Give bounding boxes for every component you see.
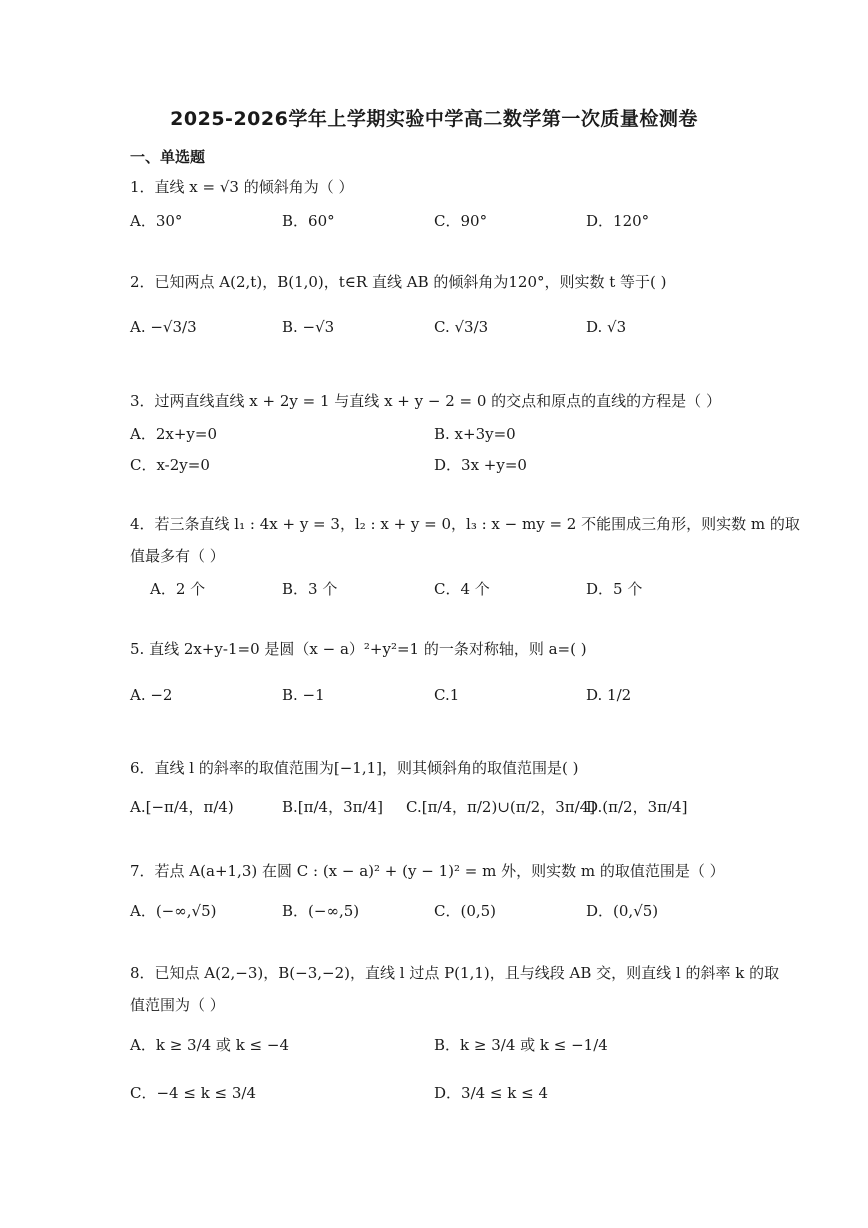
question-stem: 6．直线 l 的斜率的取值范围为[−1,1]，则其倾斜角的取值范围是( ) [130,759,579,777]
option-c: C. √3/3 [434,318,489,336]
question-stem-continued: 值最多有（ ） [130,547,225,565]
option-c: C．(0,5) [434,902,497,920]
exam-title: 2025-2026学年上学期实验中学高二数学第一次质量检测卷 [170,108,698,130]
option-a: A.[−π/4，π/4) [130,798,234,816]
option-a: A．30° [130,212,183,230]
option-b: B.[π/4，3π/4] [282,798,383,816]
option-a: A．(−∞,√5) [130,902,217,920]
question-stem: 7．若点 A(a+1,3) 在圆 C : (x − a)² + (y − 1)² = m 外，则实数 m 的取值范围是（ ） [130,862,725,880]
section-heading: 一、单选题 [130,148,206,166]
option-d: D. √3 [586,318,627,336]
option-c: C．4 个 [434,580,490,598]
question-2 [130,271,750,293]
option-b: B. x+3y=0 [434,425,516,443]
option-b: B．(−∞,5) [282,902,360,920]
option-a: A．2 个 [150,580,206,598]
question-1 [130,176,750,198]
question-stem-continued: 值范围为（ ） [130,996,225,1014]
option-a: A. −2 [130,686,173,704]
option-d: D. 1/2 [586,686,632,704]
question-4 [130,513,800,567]
question-5 [130,638,750,660]
option-d: D.(π/2，3π/4] [586,798,688,816]
option-b: B．3 个 [282,580,338,598]
question-8 [130,962,780,1016]
option-b: B．k ≥ 3/4 或 k ≤ −1/4 [434,1036,608,1054]
question-stem: 4．若三条直线 l₁ : 4x + y = 3，l₂ : x + y = 0，l₃ : x − my = 2 不能围成三角形，则实数 m 的取 [130,515,800,533]
option-c: C．−4 ≤ k ≤ 3/4 [130,1084,257,1102]
option-c: C.1 [434,686,460,704]
option-d: D．120° [586,212,650,230]
option-c: C．x-2y=0 [130,456,210,474]
question-stem: 1．直线 x = √3 的倾斜角为（ ） [130,178,354,196]
option-c: C.[π/4，π/2)∪(π/2，3π/4] [406,798,596,816]
question-stem: 2．已知两点 A(2,t)，B(1,0)，t∈R 直线 AB 的倾斜角为120°，则实数 t 等于( ) [130,273,667,291]
option-b: B. −√3 [282,318,335,336]
option-a: A．k ≥ 3/4 或 k ≤ −4 [130,1036,290,1054]
option-b: B. −1 [282,686,325,704]
question-stem: 8．已知点 A(2,−3)，B(−3,−2)，直线 l 过点 P(1,1)，且与线段 AB 交，则直线 l 的斜率 k 的取 [130,964,780,982]
option-b: B．60° [282,212,335,230]
option-d: D．5 个 [586,580,643,598]
question-6 [130,757,750,779]
option-c: C．90° [434,212,488,230]
question-7 [130,860,750,882]
option-d: D．(0,√5) [586,902,659,920]
question-3 [130,390,750,412]
option-d: D．3/4 ≤ k ≤ 4 [434,1084,549,1102]
question-stem: 3．过两直线直线 x + 2y = 1 与直线 x + y − 2 = 0 的交点和原点的直线的方程是（ ） [130,392,721,410]
option-a: A. −√3/3 [130,318,197,336]
option-d: D．3x +y=0 [434,456,527,474]
option-a: A．2x+y=0 [130,425,217,443]
question-stem: 5. 直线 2x+y-1=0 是圆（x − a）²+y²=1 的一条对称轴，则 a=( ) [130,640,587,658]
